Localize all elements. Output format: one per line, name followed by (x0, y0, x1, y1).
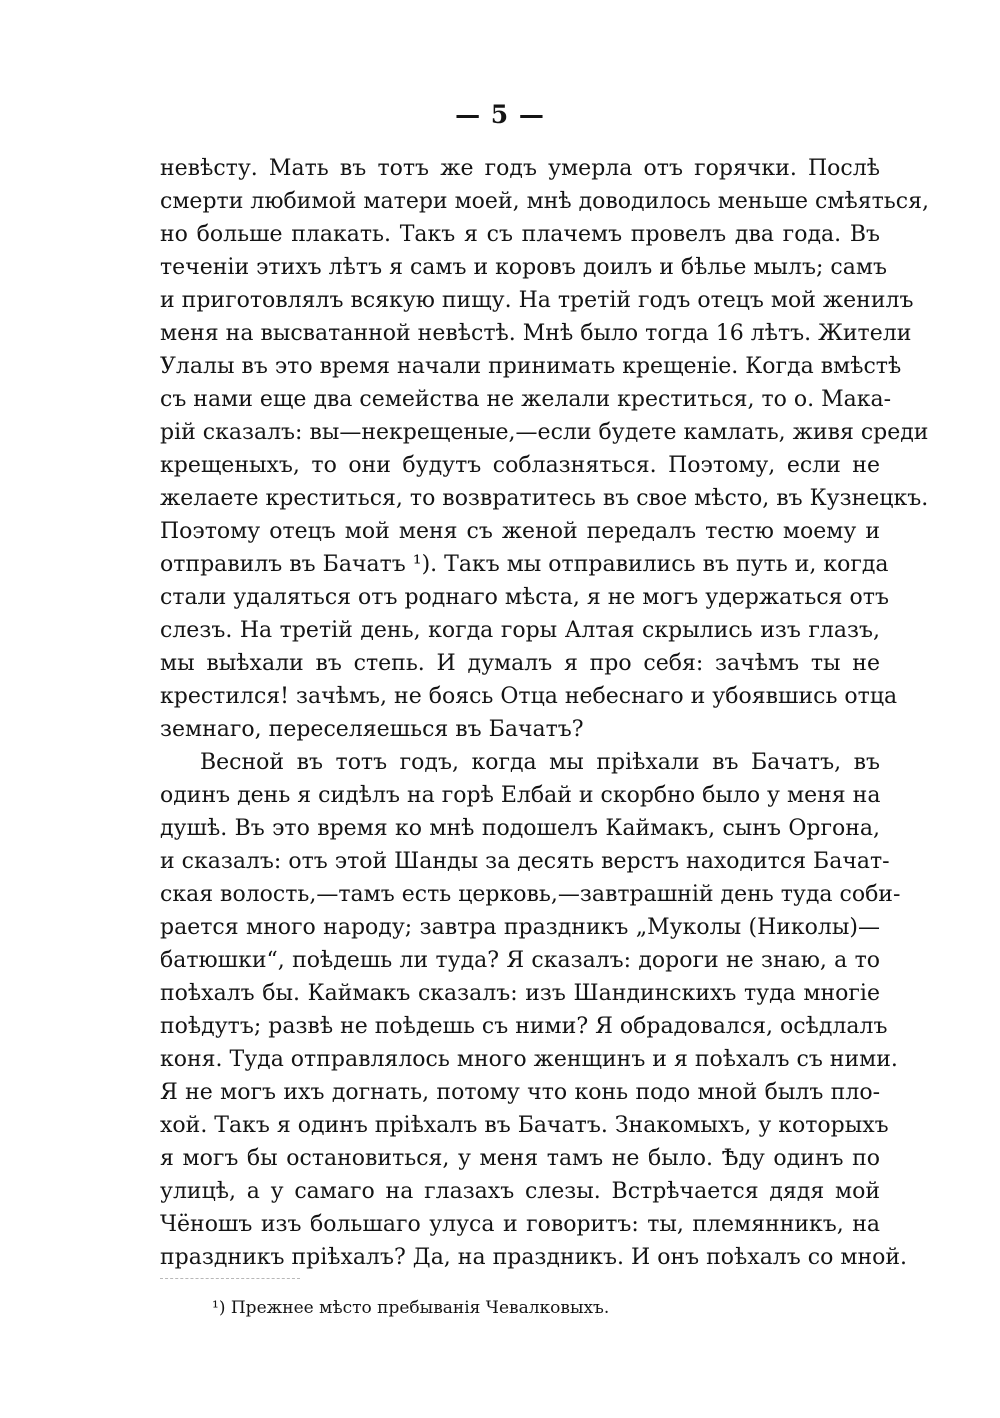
text-line: Чёношъ изъ большаго улуса и говоритъ: ты, племянникъ, на (160, 1212, 880, 1237)
text-line: коня. Туда отправлялось много женщинъ и я поѣхалъ съ ними. (160, 1047, 898, 1072)
text-line: батюшки“, поѣдешь ли туда? Я сказалъ: дороги не знаю, а то (160, 948, 880, 973)
footnote-divider (160, 1278, 300, 1279)
text-line: невѣсту. Мать въ тотъ же годъ умерла отъ горячки. Послѣ (160, 156, 880, 181)
text-line: улицѣ, а у самаго на глазахъ слезы. Встрѣчается дядя мой (160, 1179, 880, 1204)
text-line: одинъ день я сидѣлъ на горѣ Елбай и скорбно было у меня на (160, 783, 881, 808)
paragraph-end-line: земнаго, переселяешься въ Бачатъ? (160, 717, 584, 742)
text-line: съ нами еще два семейства не желали креститься, то о. Мака- (160, 387, 892, 412)
text-line: я могъ бы остановиться, у меня тамъ не было. Ѣду одинъ по (160, 1146, 880, 1171)
text-line: душѣ. Въ это время ко мнѣ подошелъ Каймакъ, сынъ Оргона, (160, 816, 880, 841)
text-line: и приготовлялъ всякую пищу. На третій годъ отецъ мой женилъ (160, 288, 914, 313)
body-text (160, 152, 929, 1274)
text-line: ская волость,—тамъ есть церковь,—завтрашній день туда соби- (160, 882, 901, 907)
text-line: рій сказалъ: вы—некрещеные,—если будете камлать, живя среди (160, 420, 929, 445)
text-line: хой. Такъ я одинъ пріѣхалъ въ Бачатъ. Знакомыхъ, у которыхъ (160, 1113, 889, 1138)
text-line: рается много народу; завтра праздникъ „Муколы (Николы)— (160, 915, 880, 940)
text-line: смерти любимой матери моей, мнѣ доводилось меньше смѣяться, (160, 189, 929, 214)
text-line: меня на высватанной невѣстѣ. Мнѣ было тогда 16 лѣтъ. Жители (160, 321, 912, 346)
footnote-marker: ¹) (212, 1298, 226, 1318)
paragraph-start-line: Весной въ тотъ годъ, когда мы пріѣхали въ Бачатъ, въ (200, 750, 880, 775)
text-line: теченіи этихъ лѣтъ я самъ и коровъ доилъ и бѣлье мылъ; самъ (160, 255, 887, 280)
page-number: — 5 — (455, 100, 545, 129)
text-line: но больше плакать. Такъ я съ плачемъ провелъ два года. Въ (160, 222, 880, 247)
footnote (212, 1296, 609, 1320)
text-line: мы выѣхали въ степь. И думалъ я про себя: зачѣмъ ты не (160, 651, 880, 676)
text-line: желаете креститься, то возвратитесь въ свое мѣсто, въ Кузнецкъ. (160, 486, 929, 511)
text-line: поѣдутъ; развѣ не поѣдешь съ ними? Я обрадовался, осѣдлалъ (160, 1014, 888, 1039)
text-line: и сказалъ: отъ этой Шанды за десять верстъ находится Бачат- (160, 849, 890, 874)
text-line: стали удаляться отъ роднаго мѣста, я не могъ удержаться отъ (160, 585, 889, 610)
text-line: Я не могъ ихъ догнать, потому что конь подо мной былъ пло- (160, 1080, 880, 1105)
footnote-text: Прежнее мѣсто пребыванія Чевалковыхъ. (230, 1298, 610, 1318)
text-line: Улалы въ это время начали принимать крещеніе. Когда вмѣстѣ (160, 354, 902, 379)
text-line: Поэтому отецъ мой меня съ женой передалъ тестю моему и (160, 519, 880, 544)
text-line: отправилъ въ Бачатъ ¹). Такъ мы отправились въ путь и, когда (160, 552, 889, 577)
text-line: крестился! зачѣмъ, не боясь Отца небеснаго и убоявшись отца (160, 684, 898, 709)
text-line: праздникъ пріѣхалъ? Да, на праздникъ. И онъ поѣхалъ со мной. (160, 1245, 908, 1270)
text-line: крещеныхъ, то они будутъ соблазняться. Поэтому, если не (160, 453, 880, 478)
text-line: слезъ. На третій день, когда горы Алтая скрылись изъ глазъ, (160, 618, 880, 643)
text-line: поѣхалъ бы. Каймакъ сказалъ: изъ Шандинскихъ туда многіе (160, 981, 880, 1006)
